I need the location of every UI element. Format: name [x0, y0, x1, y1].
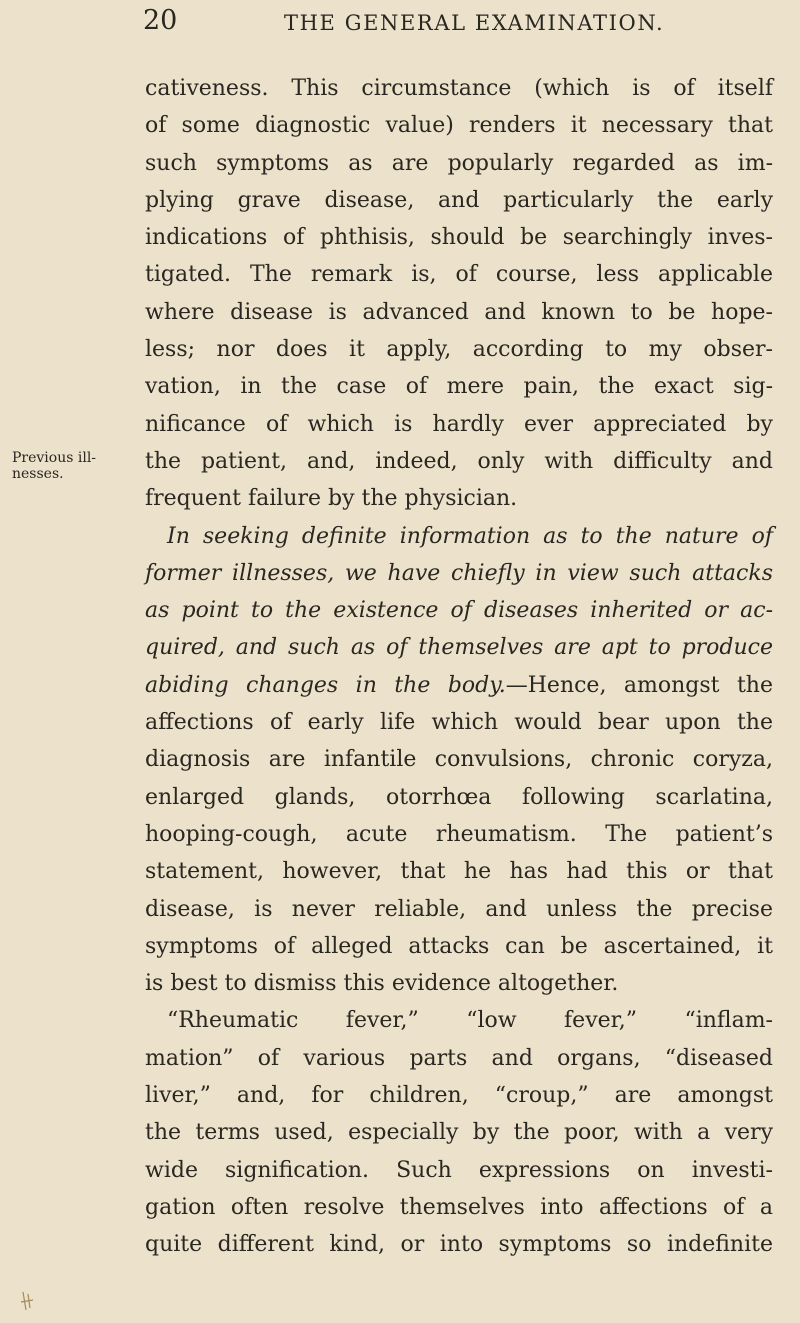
margin-note-line: Previous ill- — [12, 450, 97, 466]
text-line: statement, however, that he has had this or that — [145, 859, 773, 885]
text-line: disease, is never reliable, and unless the precise — [145, 896, 773, 922]
italic-text: quired, and such as of themselves are apt to produce — [145, 635, 773, 661]
running-head: THE GENERAL EXAMINATION. — [284, 11, 665, 35]
text-line: plying grave disease, and particularly the early — [145, 187, 773, 213]
body-text — [145, 70, 773, 1264]
italic-text: former illnesses, we have chiefly in view such attacks — [145, 560, 773, 586]
text-line: indications of phthisis, should be searchingly inves- — [145, 225, 773, 251]
roman-text: —Hence, amongst the — [505, 672, 773, 698]
text-line: “Rheumatic fever,” “low fever,” “inflam- — [167, 1008, 773, 1034]
text-line: symptoms of alleged attacks can be ascertained, it — [145, 933, 773, 959]
text-line — [145, 667, 773, 704]
text-line — [145, 518, 773, 555]
text-line: nificance of which is hardly ever appreciated by — [145, 411, 773, 437]
text-line: is best to dismiss this evidence altogether. — [145, 971, 619, 997]
text-line: diagnosis are infantile convulsions, chronic coryza, — [145, 747, 773, 773]
text-line: vation, in the case of mere pain, the exact sig- — [145, 374, 773, 400]
text-line: liver,” and, for children, “croup,” are amongst — [145, 1083, 773, 1109]
text-line: the patient, and, indeed, only with difficulty and — [145, 448, 773, 474]
text-line — [145, 629, 773, 666]
text-line — [145, 555, 773, 592]
text-line: of some diagnostic value) renders it necessary that — [145, 113, 773, 139]
text-line: wide signification. Such expressions on investi- — [145, 1157, 773, 1183]
text-line: where disease is advanced and known to be hope- — [145, 299, 773, 325]
ink-blemish-icon — [20, 1290, 34, 1312]
text-line: such symptoms as are popularly regarded as im- — [145, 150, 773, 176]
text-line: less; nor does it apply, according to my obser- — [145, 337, 773, 363]
italic-text: In seeking definite information as to the nature of — [167, 523, 773, 549]
text-line: cativeness. This circumstance (which is of itself — [145, 76, 773, 101]
text-line — [145, 592, 773, 629]
text-line: hooping-cough, acute rheumatism. The patient’s — [145, 821, 773, 847]
text-line: tigated. The remark is, of course, less applicable — [145, 262, 773, 288]
text-line: affections of early life which would bear upon the — [145, 710, 773, 736]
text-line: quite different kind, or into symptoms so indefinite — [145, 1232, 773, 1258]
text-line: frequent failure by the physician. — [145, 486, 518, 512]
page-number: 20 — [143, 5, 178, 36]
margin-note — [12, 450, 137, 482]
text-line: mation” of various parts and organs, “diseased — [145, 1045, 773, 1071]
text-line: enlarged glands, otorrhœa following scarlatina, — [145, 784, 773, 810]
text-line: gation often resolve themselves into affections of a — [145, 1194, 773, 1220]
italic-text: abiding changes in the body. — [145, 672, 506, 698]
margin-note-line: nesses. — [12, 466, 64, 482]
text-line: the terms used, especially by the poor, with a very — [145, 1120, 773, 1146]
italic-text: as point to the existence of diseases inherited or ac- — [145, 598, 773, 624]
